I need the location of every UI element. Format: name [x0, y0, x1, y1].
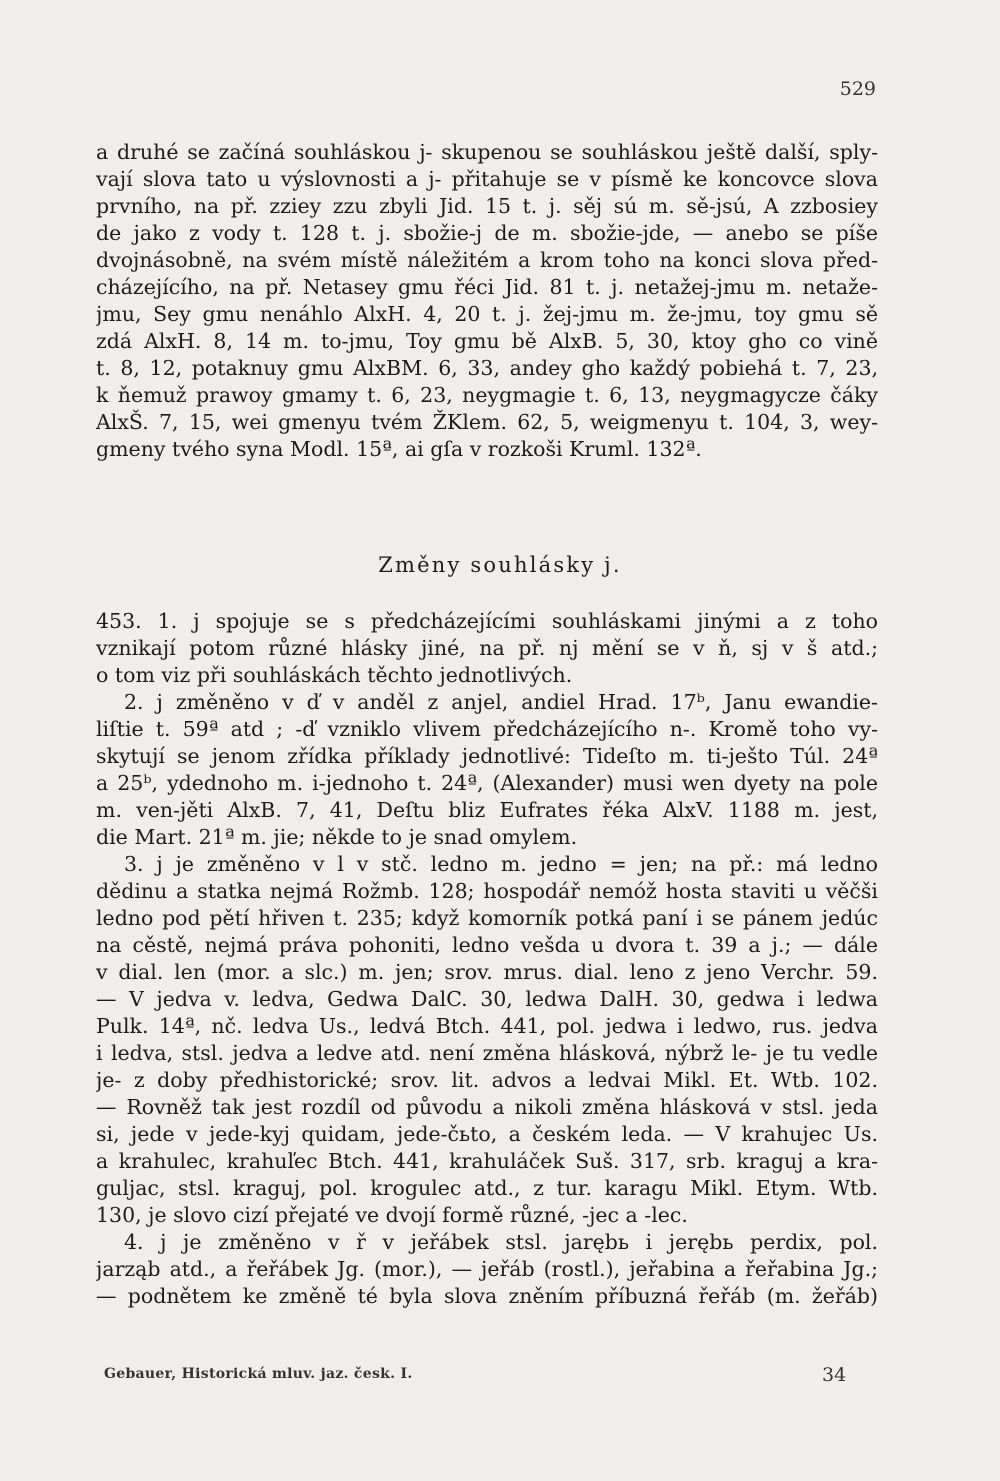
text-line: dvojnásobně, na svém místě náležitém a krom toho na konci slova před- — [96, 248, 878, 272]
text-line: zdá AlxH. 8, 14 m. to-jmu, Toy gmu bě AlxB. 5, 30, ktoy gho co vině — [96, 329, 878, 353]
text-line: ledno pod pětí hřiven t. 235; když komorník potká paní i se pánem jedúc — [96, 906, 878, 930]
text-line: k ňemuž prawoy gmamy t. 6, 23, neygmagie t. 6, 13, neygmagycze čáky — [96, 383, 878, 407]
text-line: 3. j je změněno v l v stč. ledno m. jedno = jen; na př.: má ledno — [124, 852, 878, 876]
text-line: cházejícího, na př. Netasey gmu řéci Jid. 81 t. j. netažej-jmu m. netaže- — [96, 275, 878, 299]
text-line: m. ven-jěti AlxB. 7, 41, Deſtu bliz Eufrates řéka AlxV. 1188 m. jest, — [96, 798, 878, 822]
text-line: vznikají potom různé hlásky jiné, na př. nj mění se v ň, sj v š atd.; — [96, 636, 878, 660]
text-line: — V jedva v. ledva, Gedwa DalC. 30, ledwa DalH. 30, gedwa i ledwa — [96, 987, 878, 1011]
text-line: v dial. len (mor. a slc.) m. jen; srov. mrus. dial. leno z jeno Verchr. 59. — [96, 960, 878, 984]
text-line: 4. j je změněno v ř v jeřábek stsl. jarębь i jerębь perdix, pol. — [124, 1230, 878, 1254]
text-line: t. 8, 12, potaknuy gmu AlxBM. 6, 33, andey gho každý pobiehá t. 7, 23, — [96, 356, 878, 380]
text-line: dědinu a statka nejmá Rožmb. 128; hospodář nemóž hosta staviti u věčši — [96, 879, 878, 903]
text-line: jmu, Sey gmu nenáhlo AlxH. 4, 20 t. j. žej-jmu m. že-jmu, toy gmu sě — [96, 302, 878, 326]
text-line: skytují se jenom zřídka příklady jednotlivé: Tideſto m. ti-ješto Túl. 24ª — [96, 744, 878, 768]
footer-signature-number: 34 — [822, 1364, 847, 1386]
text-line: 130, je slovo cizí přejaté ve dvojí formě různé, -jec a -lec. — [96, 1203, 688, 1227]
text-line: — Rovněž tak jest rozdíl od původu a nikoli změna hlásková v stsl. jeda — [96, 1095, 878, 1119]
text-line: Pulk. 14ª, nč. ledva Us., ledvá Btch. 441, pol. jedwa i ledwo, rus. jedva — [96, 1014, 878, 1038]
text-line: prvního, na př. zziey zzu zbyli Jid. 15 t. j. sěj sú m. sě-jsú, A zzbosiey — [96, 194, 878, 218]
text-line: si, jede v jede-kyj quidam, jede-čьto, a českém leda. — V krahujec Us. — [96, 1122, 878, 1146]
text-line: 453. 1. j spojuje se s předcházejícími souhláskami jinými a z toho — [96, 609, 878, 633]
text-line: je- z doby předhistorické; srov. lit. advos a ledvai Mikl. Et. Wtb. 102. — [96, 1068, 878, 1092]
text-line: a krahulec, krahuľec Btch. 441, krahuláček Suš. 317, srb. kraguj a kra- — [96, 1149, 878, 1173]
page-number: 529 — [839, 78, 876, 100]
text-line: — podnětem ke změně té byla slova zněním příbuzná řeřáb (m. žeřáb) — [96, 1284, 878, 1308]
text-line: die Mart. 21ª m. jie; někde to je snad omylem. — [96, 825, 578, 849]
footer-book-title: Gebauer, Historická mluv. jaz. česk. I. — [104, 1366, 413, 1382]
text-line: jarząb atd., a řeřábek Jg. (mor.), — jeřáb (rostl.), jeřabina a řeřabina Jg.; — [96, 1257, 878, 1281]
text-line: liſtie t. 59ª atd ; -ď vzniklo vlivem předcházejícího n-. Kromě toho vy- — [96, 717, 878, 741]
text-line: AlxŠ. 7, 15, wei gmenyu tvém ŽKlem. 62, 5, weigmenyu t. 104, 3, wey- — [96, 410, 878, 434]
text-line: na cěstě, nejmá práva pohoniti, ledno vešda u dvora t. 39 a j.; — dále — [96, 933, 878, 957]
text-line: gmeny tvého syna Modl. 15ª, ai gſa v rozkoši Kruml. 132ª. — [96, 437, 702, 461]
text-line: vají slova tato u výslovnosti a j- přitahuje se v písmě ke koncovce slova — [96, 167, 878, 191]
text-line: 2. j změněno v ď v anděl z anjel, andiel Hrad. 17ᵇ, Janu ewandie- — [124, 690, 878, 714]
text-line: guljac, stsl. kraguj, pol. krogulec atd., z tur. karagu Mikl. Etym. Wtb. — [96, 1176, 878, 1200]
text-line: i ledva, stsl. jedva a ledve atd. není změna hlásková, nýbrž le- je tu vedle — [96, 1041, 878, 1065]
text-line: o tom viz při souhláskách těchto jednotlivých. — [96, 663, 573, 687]
text-line: a 25ᵇ, ydednoho m. i-jednoho t. 24ª, (Alexander) musi wen dyety na pole — [96, 771, 878, 795]
text-line: de jako z vody t. 128 t. j. sbožie-j de m. sbožie-jde, — anebo se píše — [96, 221, 878, 245]
text-line: a druhé se začíná souhláskou j- skupenou se souhláskou ještě další, sply- — [96, 140, 878, 164]
section-heading: Změny souhlásky j. — [378, 553, 622, 577]
